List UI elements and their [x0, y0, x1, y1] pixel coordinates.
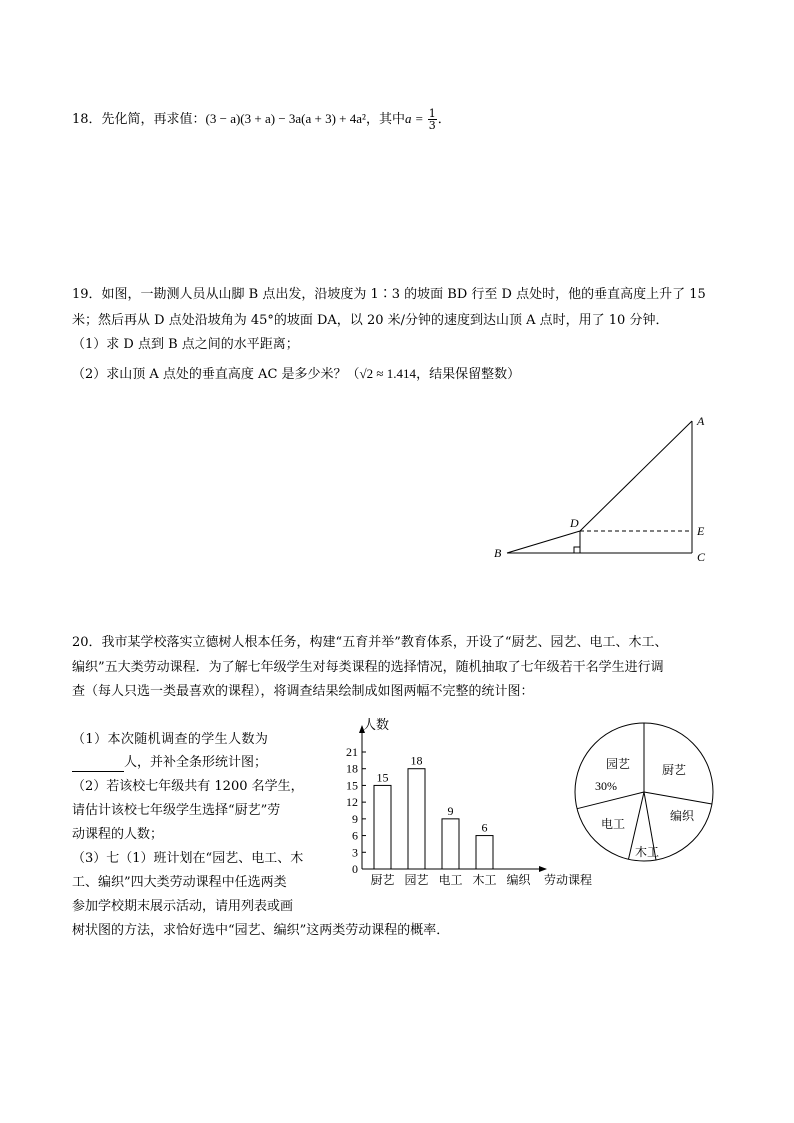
q20-part3-c: 参加学校期末展示活动，请用列表或画 — [72, 899, 294, 914]
y-tick-label-21: 21 — [346, 745, 358, 759]
q20-part2: （2）若该校七年级共有 1200 名学生， — [72, 779, 304, 794]
q19-line1: 19．如图，一勘测人员从山脚 B 点出发，沿坡度为 1∶3 的坡面 BD 行至 D 点处时，他的垂直高度上升了 15 — [72, 287, 706, 302]
y-tick-label-9: 9 — [352, 811, 358, 826]
label-B: B — [494, 546, 502, 560]
q18-mid: ，其中 — [365, 112, 405, 127]
bar-木工 — [476, 836, 493, 869]
bar-value-电工: 9 — [447, 803, 454, 818]
pie-chart — [572, 720, 717, 865]
pie-percent-0: 30% — [595, 779, 617, 793]
pie-label-1: 厨艺 — [661, 763, 687, 777]
pie-label-0: 园艺 — [605, 757, 631, 771]
x-axis-label: 劳动课程 — [544, 873, 593, 887]
x-axis-arrow — [539, 866, 547, 872]
q20-part3-d: 树状图的方法，求恰好选中“园艺、编织”这两类劳动课程的概率． — [72, 923, 450, 938]
q19-sub2 — [72, 365, 520, 384]
q18-expression: (3 − a)(3 + a) − 3a(a + 3) + 4a² — [205, 111, 366, 126]
slope-diagram — [485, 405, 715, 575]
label-D: D — [570, 516, 579, 530]
y-tick-label-0: 0 — [352, 862, 358, 876]
bar-value-木工: 6 — [481, 820, 488, 835]
q20-line1: 20．我市某学校落实立德树人根本任务，构建“五育并举”教育体系，开设了“厨艺、园艺、电工、木工、 — [72, 635, 668, 650]
line-DA — [580, 421, 692, 531]
q19-line2: 米；然后再从 D 点处沿坡角为 45°的坡面 DA，以 20 米/分钟的速度到达山顶 A 点时，用了 10 分钟． — [72, 313, 669, 328]
q20-line2: 编织”五大类劳动课程．为了解七年级学生对每类课程的选择情况，随机抽取了七年级若干名学生进行调 — [72, 660, 664, 675]
y-tick-label-18: 18 — [346, 761, 358, 776]
label-A: A — [697, 414, 705, 428]
right-angle-mark — [574, 547, 580, 553]
q20-part1-b-text: 人，并补全条形统计图； — [124, 755, 268, 770]
q20-part3: （3）七（1）班计划在“园艺、电工、木 — [72, 851, 304, 866]
y-tick-label-15: 15 — [346, 778, 358, 793]
x-category-木工: 木工 — [472, 873, 497, 887]
q18-var: a = — [404, 111, 427, 126]
q20-part1: （1）本次随机调查的学生人数为 — [72, 732, 269, 747]
bar-厨艺 — [374, 785, 391, 869]
q20-part3-b: 工、编织”四大类劳动课程中任选两类 — [72, 875, 287, 890]
q19-sub1: （1）求 D 点到 B 点之间的水平距离； — [72, 337, 299, 352]
y-axis-label: 人数 — [363, 717, 390, 732]
bar-value-厨艺: 15 — [376, 770, 389, 785]
q18-frac-num: 1 — [428, 107, 436, 120]
label-C: C — [697, 550, 706, 564]
label-E: E — [697, 524, 705, 538]
pie-label-4: 电工 — [600, 817, 626, 831]
bar-园艺 — [408, 769, 425, 869]
line-BD — [507, 531, 580, 553]
y-tick-label-6: 6 — [352, 828, 358, 843]
q18-frac-den: 3 — [428, 119, 436, 132]
q20-part2-b: 请估计该校七年级学生选择“厨艺”劳 — [72, 803, 281, 818]
q18-prefix: 18．先化简，再求值： — [72, 112, 206, 127]
x-category-编织: 编织 — [506, 873, 531, 887]
q20-part2-c: 动课程的人数； — [72, 827, 164, 842]
bar-value-园艺: 18 — [410, 753, 423, 768]
q19-sub2-b: ，结果保留整数） — [416, 367, 521, 382]
x-category-园艺: 园艺 — [404, 873, 429, 887]
y-tick-label-3: 3 — [352, 845, 358, 860]
question-18 — [72, 108, 451, 131]
q20-part1-b — [72, 754, 267, 772]
y-tick-label-12: 12 — [346, 795, 358, 810]
x-category-厨艺: 厨艺 — [370, 873, 395, 887]
x-category-电工: 电工 — [438, 873, 463, 887]
answer-blank[interactable] — [72, 757, 124, 772]
bar-电工 — [442, 819, 459, 869]
q19-sqrt-approx: √2 ≈ 1.414 — [359, 366, 417, 381]
bar-chart — [330, 712, 610, 892]
q20-line3: 查（每人只选一类最喜欢的课程），将调查结果绘制成如图两幅不完整的统计图： — [72, 684, 534, 699]
pie-label-2: 编织 — [669, 809, 695, 823]
q19-sub2-a: （2）求山顶 A 点处的垂直高度 AC 是多少米？（ — [72, 367, 360, 382]
q18-end: ． — [437, 112, 451, 127]
pie-label-3: 木工 — [634, 845, 660, 859]
q18-fraction — [428, 108, 437, 131]
